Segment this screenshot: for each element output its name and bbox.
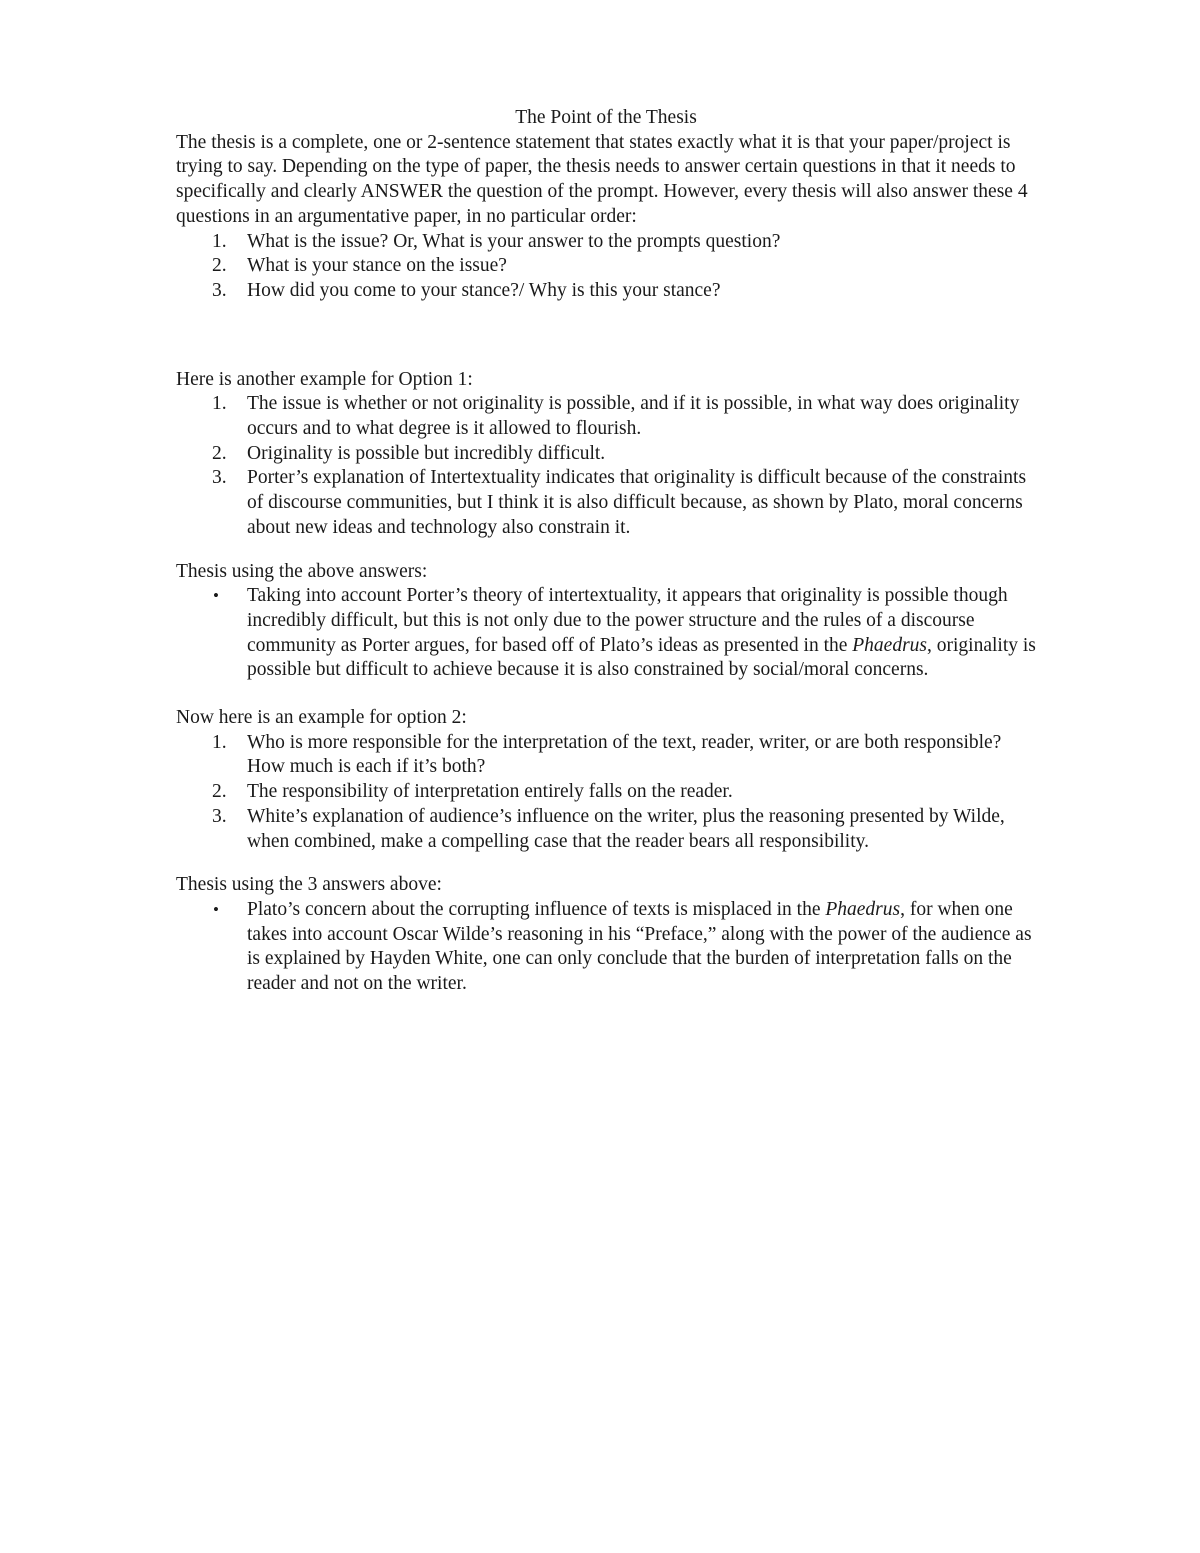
- list-item: [176, 279, 1036, 304]
- option1-thesis-list: [176, 584, 1036, 683]
- list-item-text: The responsibility of interpretation entirely falls on the reader.: [247, 781, 733, 803]
- document-title: The Point of the Thesis: [515, 107, 697, 128]
- option1-thesis-lead: Thesis using the above answers:: [176, 560, 428, 582]
- list-number: 3.: [212, 467, 227, 489]
- bullet-icon: •: [213, 586, 219, 606]
- list-item-text: White’s explanation of audience’s influence on the writer, plus the reasoning presented by Wilde, when combined, make a compelling case that the reader bears all responsibility.: [247, 805, 1005, 852]
- list-item: [176, 898, 1036, 997]
- thesis-italic-title: Phaedrus: [852, 634, 928, 656]
- thesis-text-before: Taking into account Porter’s theory of intertextuality, it appears that originality is possible though incredibly difficult, but this is not only due to the power structure and the rules of a discourse community as Porter argues, for based off of Plato’s ideas as presented in the: [247, 585, 1008, 656]
- thesis-text-after: , originality is possible but difficult to achieve because it is also constrained by social/moral concerns.: [247, 634, 1036, 681]
- list-item-text: Porter’s explanation of Intertextuality indicates that originality is difficult because of the constraints of discourse communities, but I think it is also difficult because, as shown by Plato, moral concerns about new ideas and technology also constrain it.: [247, 467, 1027, 538]
- questions-list: [176, 230, 1036, 304]
- list-item: [176, 584, 1036, 683]
- list-item: [176, 731, 1036, 780]
- bullet-icon: •: [213, 899, 219, 919]
- list-number: 1.: [212, 230, 227, 252]
- list-item-text: What is the issue? Or, What is your answer to the prompts question?: [247, 230, 781, 252]
- list-item-text: Who is more responsible for the interpretation of the text, reader, writer, or are both responsible? How much is each if it’s both?: [247, 731, 1002, 778]
- list-item: [176, 254, 1036, 279]
- list-number: 3.: [212, 805, 227, 827]
- option2-answers-list: [176, 731, 1036, 855]
- list-item-text: The issue is whether or not originality is possible, and if it is possible, in what way does originality occurs and to what degree is it allowed to flourish.: [247, 393, 1020, 440]
- option2-lead: Now here is an example for option 2:: [176, 707, 467, 729]
- thesis-italic-title: Phaedrus: [825, 898, 901, 920]
- option1-answers-list: [176, 392, 1036, 540]
- intro-paragraph: The thesis is a complete, one or 2-sentence statement that states exactly what it is that your paper/project is trying to say. Depending on the type of paper, the thesis needs to answer certain questions in that it needs to specifically and clearly ANSWER the question of the prompt. However, every thesis will also answer these 4 questions in an argumentative paper, in no particular order:: [176, 131, 1028, 227]
- document-page: [176, 106, 1036, 997]
- list-number: 1.: [212, 393, 227, 415]
- list-item-text: What is your stance on the issue?: [247, 255, 507, 277]
- list-item: [176, 392, 1036, 441]
- thesis-text-after: , for when one takes into account Oscar Wilde’s reasoning in his “Preface,” along with the power of the audience as is explained by Hayden White, one can only conclude that the burden of interpretation falls on the reader and not on the writer.: [247, 898, 1032, 995]
- list-item: [176, 466, 1036, 540]
- option2-thesis-list: [176, 898, 1036, 997]
- list-item: [176, 805, 1036, 854]
- thesis-text-before: Plato’s concern about the corrupting influence of texts is misplaced in the: [247, 898, 826, 920]
- list-item: [176, 230, 1036, 255]
- list-item: [176, 442, 1036, 467]
- list-number: 2.: [212, 781, 227, 803]
- list-number: 3.: [212, 279, 227, 301]
- list-item: [176, 780, 1036, 805]
- list-number: 1.: [212, 731, 227, 753]
- list-item-text: Originality is possible but incredibly difficult.: [247, 442, 606, 464]
- option1-lead: Here is another example for Option 1:: [176, 368, 473, 390]
- list-number: 2.: [212, 442, 227, 464]
- option2-thesis-lead: Thesis using the 3 answers above:: [176, 874, 442, 896]
- list-item-text: How did you come to your stance?/ Why is this your stance?: [247, 279, 721, 301]
- list-number: 2.: [212, 255, 227, 277]
